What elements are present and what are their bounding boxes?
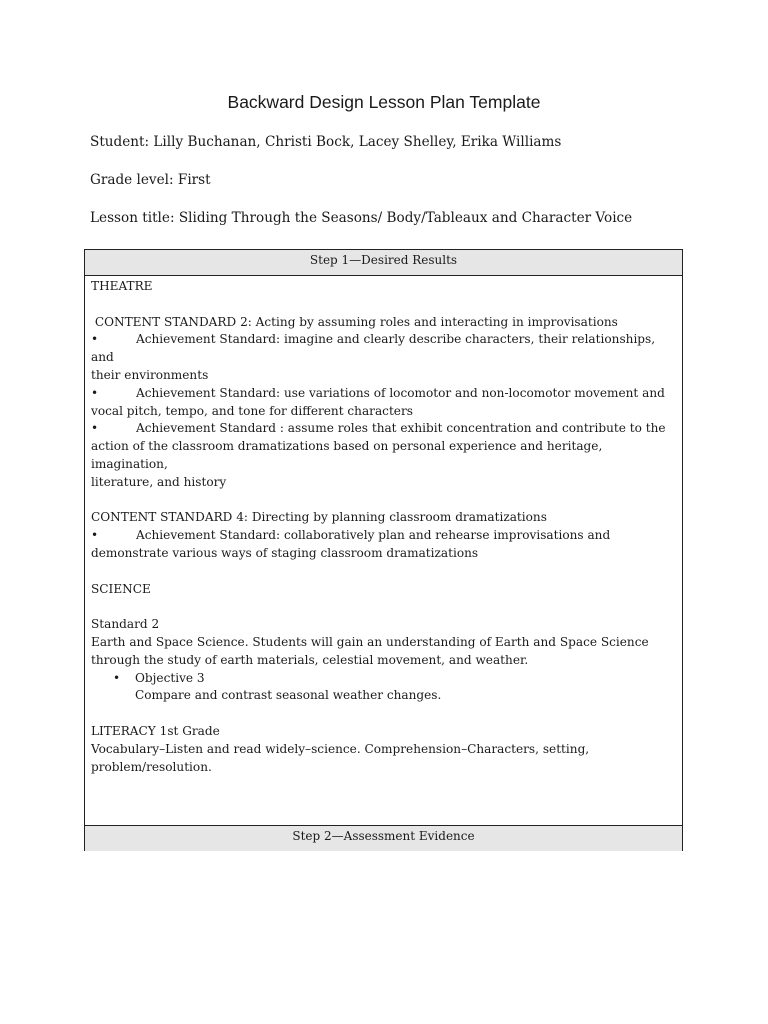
objective-label: Objective 3	[135, 670, 205, 685]
science-text-line: Earth and Space Science. Students will gain an understanding of Earth and Space Science	[91, 634, 649, 649]
theatre-heading: THEATRE	[91, 279, 153, 293]
achievement-standard-2	[91, 385, 679, 421]
science-standard: Standard 2	[91, 617, 160, 632]
student-line: Student: Lilly Buchanan, Christi Bock, Lacey Shelley, Erika Williams	[90, 134, 562, 150]
science-text-line: through the study of earth materials, celestial movement, and weather.	[91, 652, 529, 667]
lesson-title-line: Lesson title: Sliding Through the Seasons/ Body/Tableaux and Character Voice	[90, 210, 633, 226]
achievement-text: Achievement Standard: collaboratively plan and rehearse improvisations and	[136, 528, 611, 543]
grade-level-line: Grade level: First	[90, 172, 211, 188]
literacy-text-line: Vocabulary–Listen and read widely–science. Comprehension–Characters, setting,	[91, 741, 590, 756]
achievement-text: literature, and history	[91, 474, 227, 489]
lesson-plan-table	[84, 249, 683, 851]
achievement-standard-4	[91, 527, 679, 563]
literacy-text	[91, 741, 679, 777]
step-1-header: Step 1—Desired Results	[85, 250, 682, 276]
achievement-text: their environments	[91, 367, 209, 382]
science-text	[91, 634, 679, 670]
step-2-header: Step 2—Assessment Evidence	[85, 825, 682, 851]
bullet: •	[91, 421, 99, 436]
bullet: •	[91, 332, 99, 347]
content-standard-2: CONTENT STANDARD 2: Acting by assuming roles and interacting in improvisations	[91, 314, 618, 329]
bullet: •	[113, 670, 121, 685]
achievement-text: demonstrate various ways of staging classroom dramatizations	[91, 545, 479, 560]
bullet: •	[91, 385, 99, 400]
achievement-text: action of the classroom dramatizations based on personal experience and heritage, imagination,	[91, 439, 603, 471]
literacy-heading: LITERACY 1st Grade	[91, 723, 220, 738]
achievement-standard-1	[91, 331, 679, 384]
objective-line	[113, 670, 679, 688]
achievement-standard-3	[91, 420, 679, 491]
document-title: Backward Design Lesson Plan Template	[227, 92, 541, 112]
content-standard-4: CONTENT STANDARD 4: Directing by planning classroom dramatizations	[91, 510, 547, 525]
objective-text: Compare and contrast seasonal weather changes.	[135, 688, 442, 703]
desired-results-cell	[91, 278, 679, 776]
achievement-text: Achievement Standard: use variations of locomotor and non-locomotor movement and	[136, 385, 665, 400]
achievement-text: Achievement Standard : assume roles that exhibit concentration and contribute to the	[136, 421, 666, 436]
achievement-text: vocal pitch, tempo, and tone for different characters	[91, 403, 413, 418]
science-objective	[91, 670, 679, 706]
bullet: •	[91, 528, 99, 543]
literacy-text-line: problem/resolution.	[91, 759, 212, 774]
achievement-text: Achievement Standard: imagine and clearly describe characters, their relationships, and	[91, 332, 656, 365]
science-heading: SCIENCE	[91, 581, 151, 596]
